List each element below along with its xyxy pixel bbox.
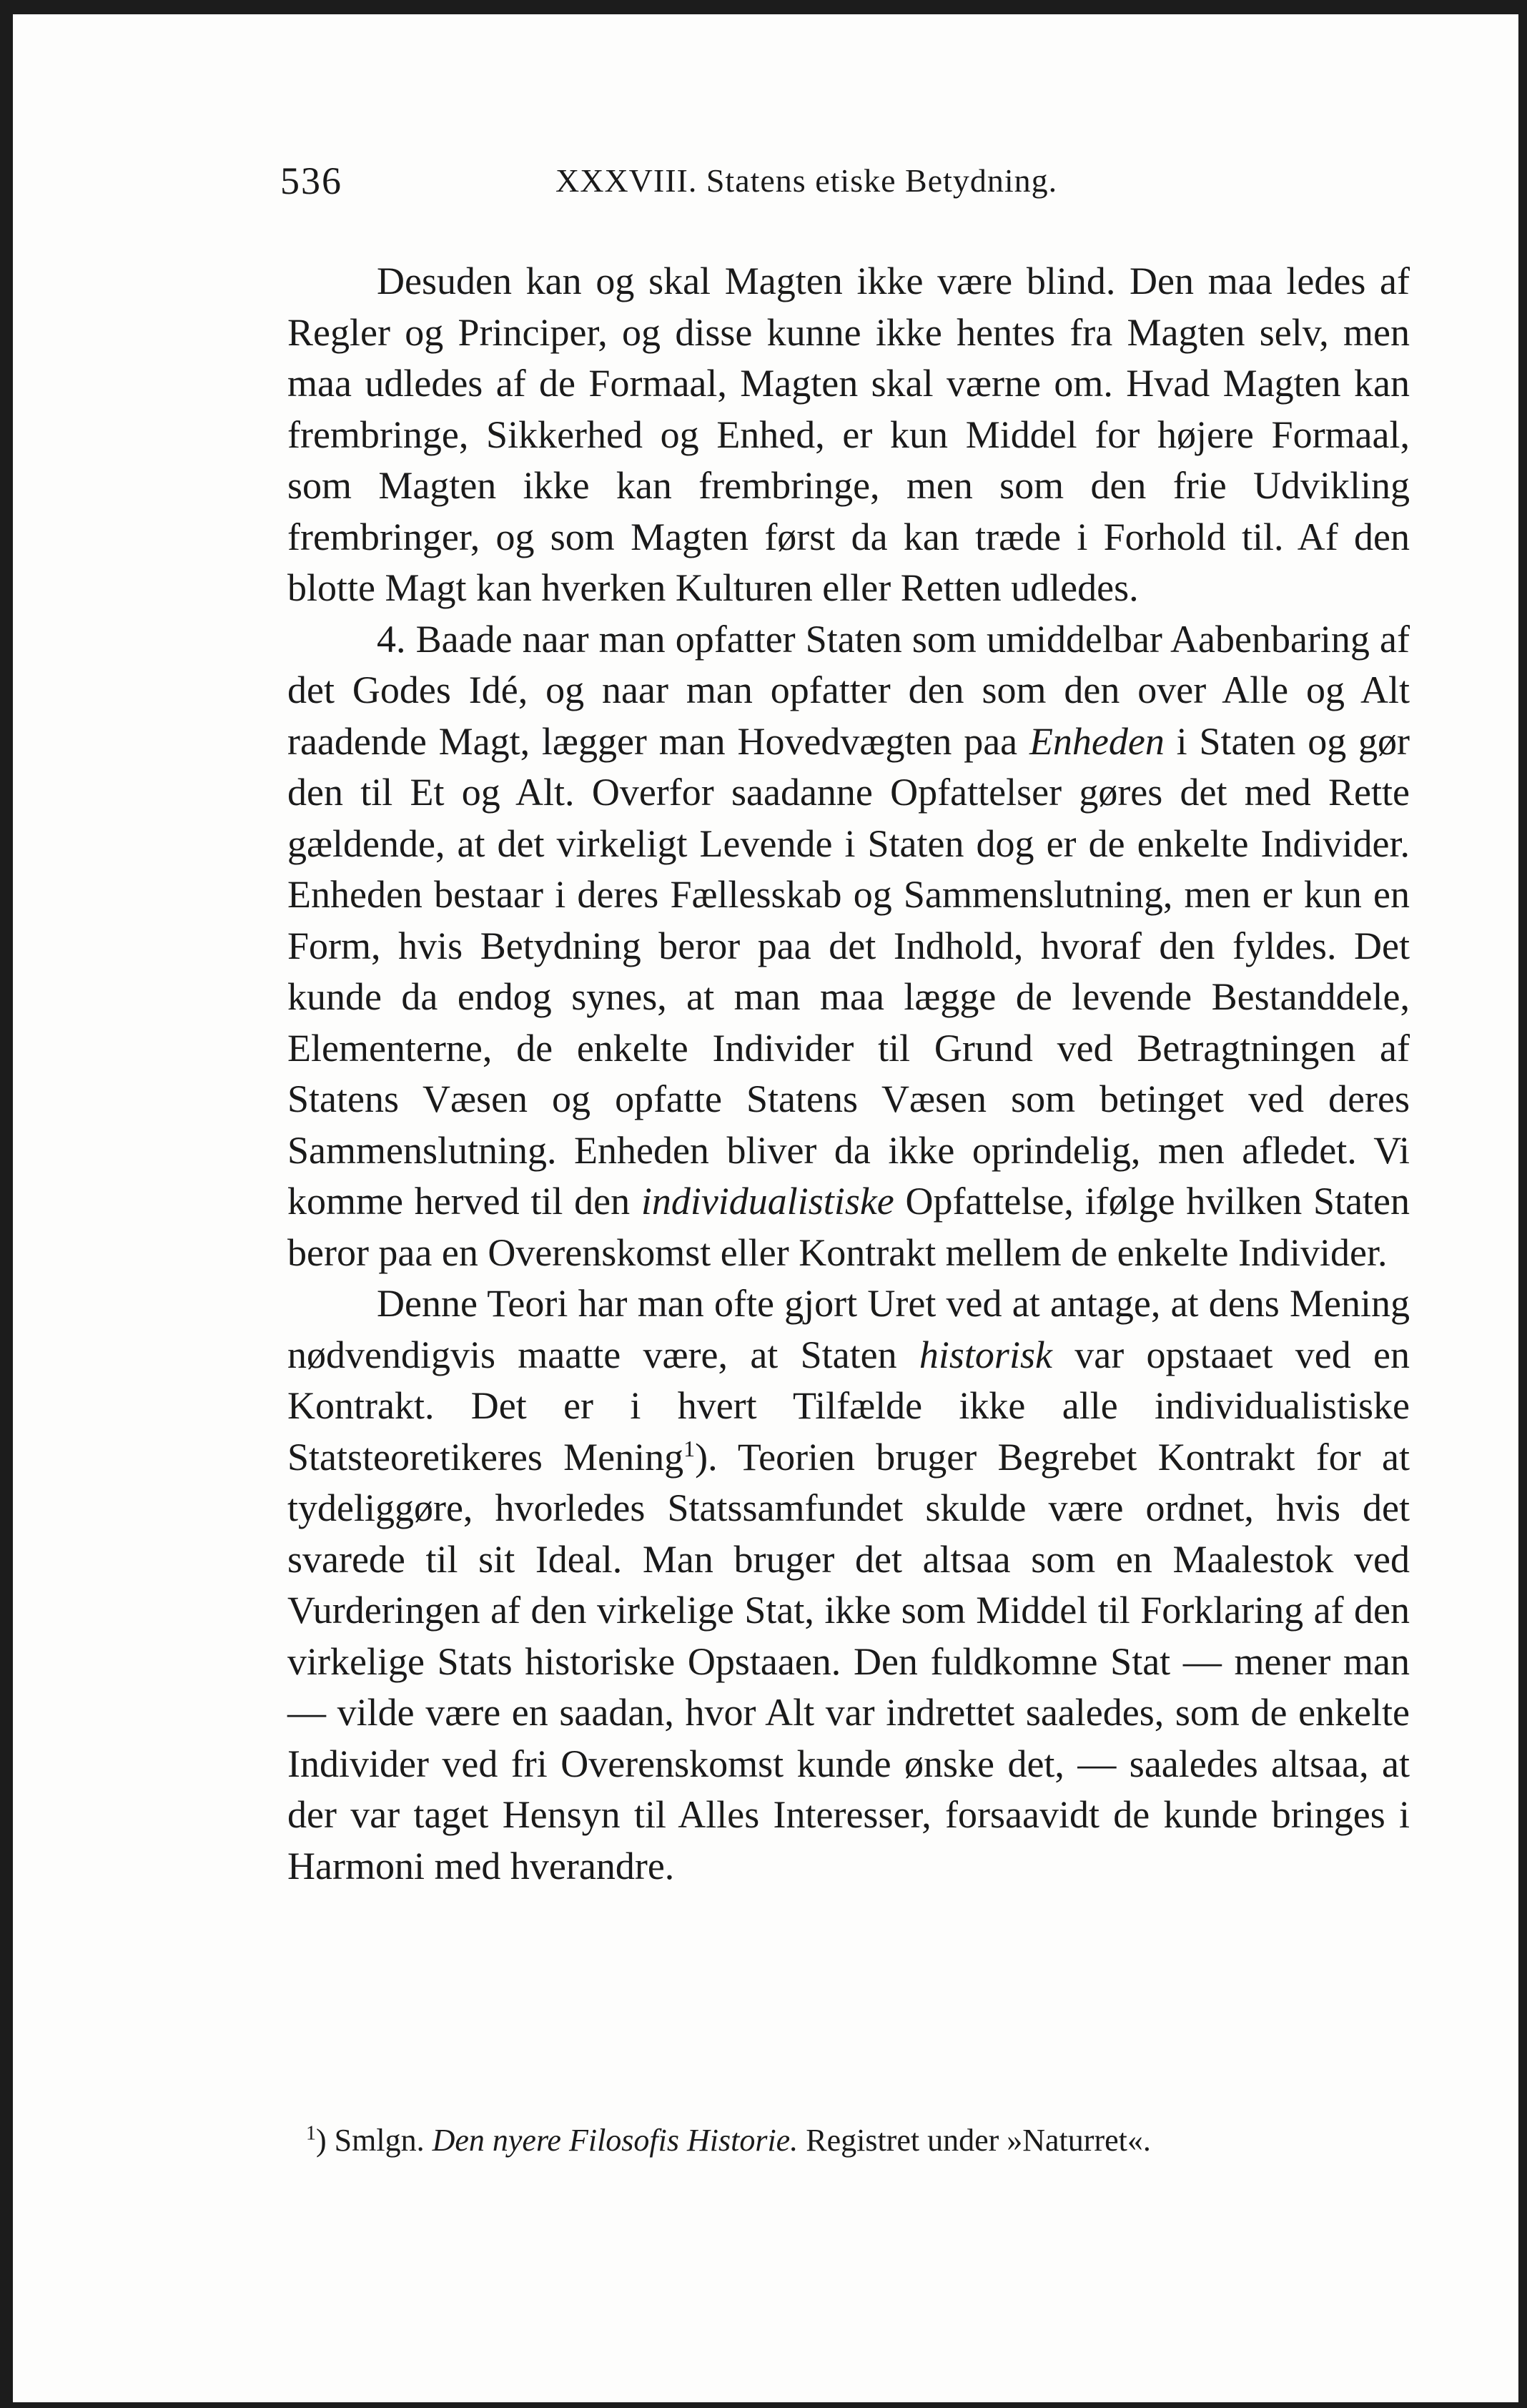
paragraph-3-text-a: Denne Teori har man ofte gjort Uret ved at antage, at dens Mening nødvendigvis maatte være, at Staten (287, 1282, 1410, 1376)
page-header (280, 159, 1181, 210)
page-number: 536 (280, 159, 342, 202)
footnote-suffix: Registret under »Naturret«. (798, 2123, 1151, 2158)
paragraph-2-text-a: 4. Baade naar man opfatter Staten som umiddelbar Aabenbaring af det Godes Idé, og naar man opfatter den som den over Alle og Alt raadende Magt, lægger man Hovedvægten paa (287, 617, 1410, 763)
scan-border-bottom (0, 2402, 1527, 2408)
body-text (287, 256, 1410, 1892)
running-head: XXXVIII. Statens etiske Betydning. (555, 162, 1058, 199)
footnote-mark: 1 (306, 2122, 316, 2145)
footnote-reference[interactable]: 1 (683, 1435, 696, 1461)
paragraph-1-text: Desuden kan og skal Magten ikke være blind. Den maa ledes af Regler og Principer, og disse kunne ikke hentes fra Magten selv, men maa udledes af de Formaal, Magten skal værne om. Hvad Magten kan frembringe, Sikkerhed og Enhed, er kun Middel for højere Formaal, som Magten ikke kan frembringe, men som den frie Udvikling frembringer, og som Magten først da kan træde i Forhold til. Af den blotte Magt kan hverken Kulturen eller Retten udledes. (287, 260, 1410, 609)
paragraph-1 (287, 256, 1410, 614)
paragraph-3-text-b: var opstaaet ved en Kontrakt. Det er i hvert Tilfælde ikke alle individualistiske Statsteoretikeres Mening (287, 1333, 1410, 1479)
paragraph-3 (287, 1278, 1410, 1892)
footnote (306, 2121, 1407, 2161)
scan-border-top (0, 0, 1527, 14)
footnote-prefix: Smlgn. (334, 2123, 433, 2158)
scan-border-right (1518, 0, 1527, 2408)
paragraph-3-text-c: ). Teorien bruger Begrebet Kontrakt for at tydeliggøre, hvorledes Statssamfundet skulde være ordnet, hvis det svarede til sit Ideal. Man bruger det altsaa som en Maalestok ved Vurderingen af den virkelige Stat, ikke som Middel til Forklaring af den virkelige Stats historiske Opstaaen. Den fuldkomne Stat — mener man — vilde være en saadan, hvor Alt var indrettet saaledes, som de enkelte Individer ved fri Overenskomst kunde ønske det, — saaledes altsaa, at der var taget Hensyn til Alles Interesser, forsaavidt de kunde bringes i Harmoni med hverandre. (287, 1435, 1410, 1888)
scan-border-left (0, 0, 13, 2408)
paragraph-2-text-c: Opfattelse, ifølge hvilken Staten beror paa en Overenskomst eller Kontrakt mellem de enkelte Individer. (287, 1180, 1410, 1274)
footnote-book-title: Den nyere Filosofis Historie. (432, 2123, 799, 2158)
paragraph-2-text-b: i Staten og gør den til Et og Alt. Overfor saadanne Opfattelser gøres det med Rette gældende, at det virkeligt Levende i Staten dog er de enkelte Individer. Enheden bestaar i deres Fællesskab og Sammenslutning, men er kun en Form, hvis Betydning beror paa det Indhold, hvoraf den fyldes. Det kunde da endog synes, at man maa lægge de levende Bestanddele, Elementerne, de enkelte Individer til Grund ved Betragtningen af Statens Væsen og opfatte Statens Væsen som betinget ved deres Sammenslutning. Enheden bliver da ikke oprindelig, men afledet. Vi komme herved til den (287, 719, 1410, 1223)
emphasis-historisk: historisk (919, 1333, 1052, 1376)
emphasis-individualistiske: individualistiske (641, 1180, 894, 1223)
footnote-paren: ) (316, 2123, 327, 2158)
emphasis-enheden: Enheden (1029, 719, 1165, 763)
paragraph-2 (287, 614, 1410, 1279)
